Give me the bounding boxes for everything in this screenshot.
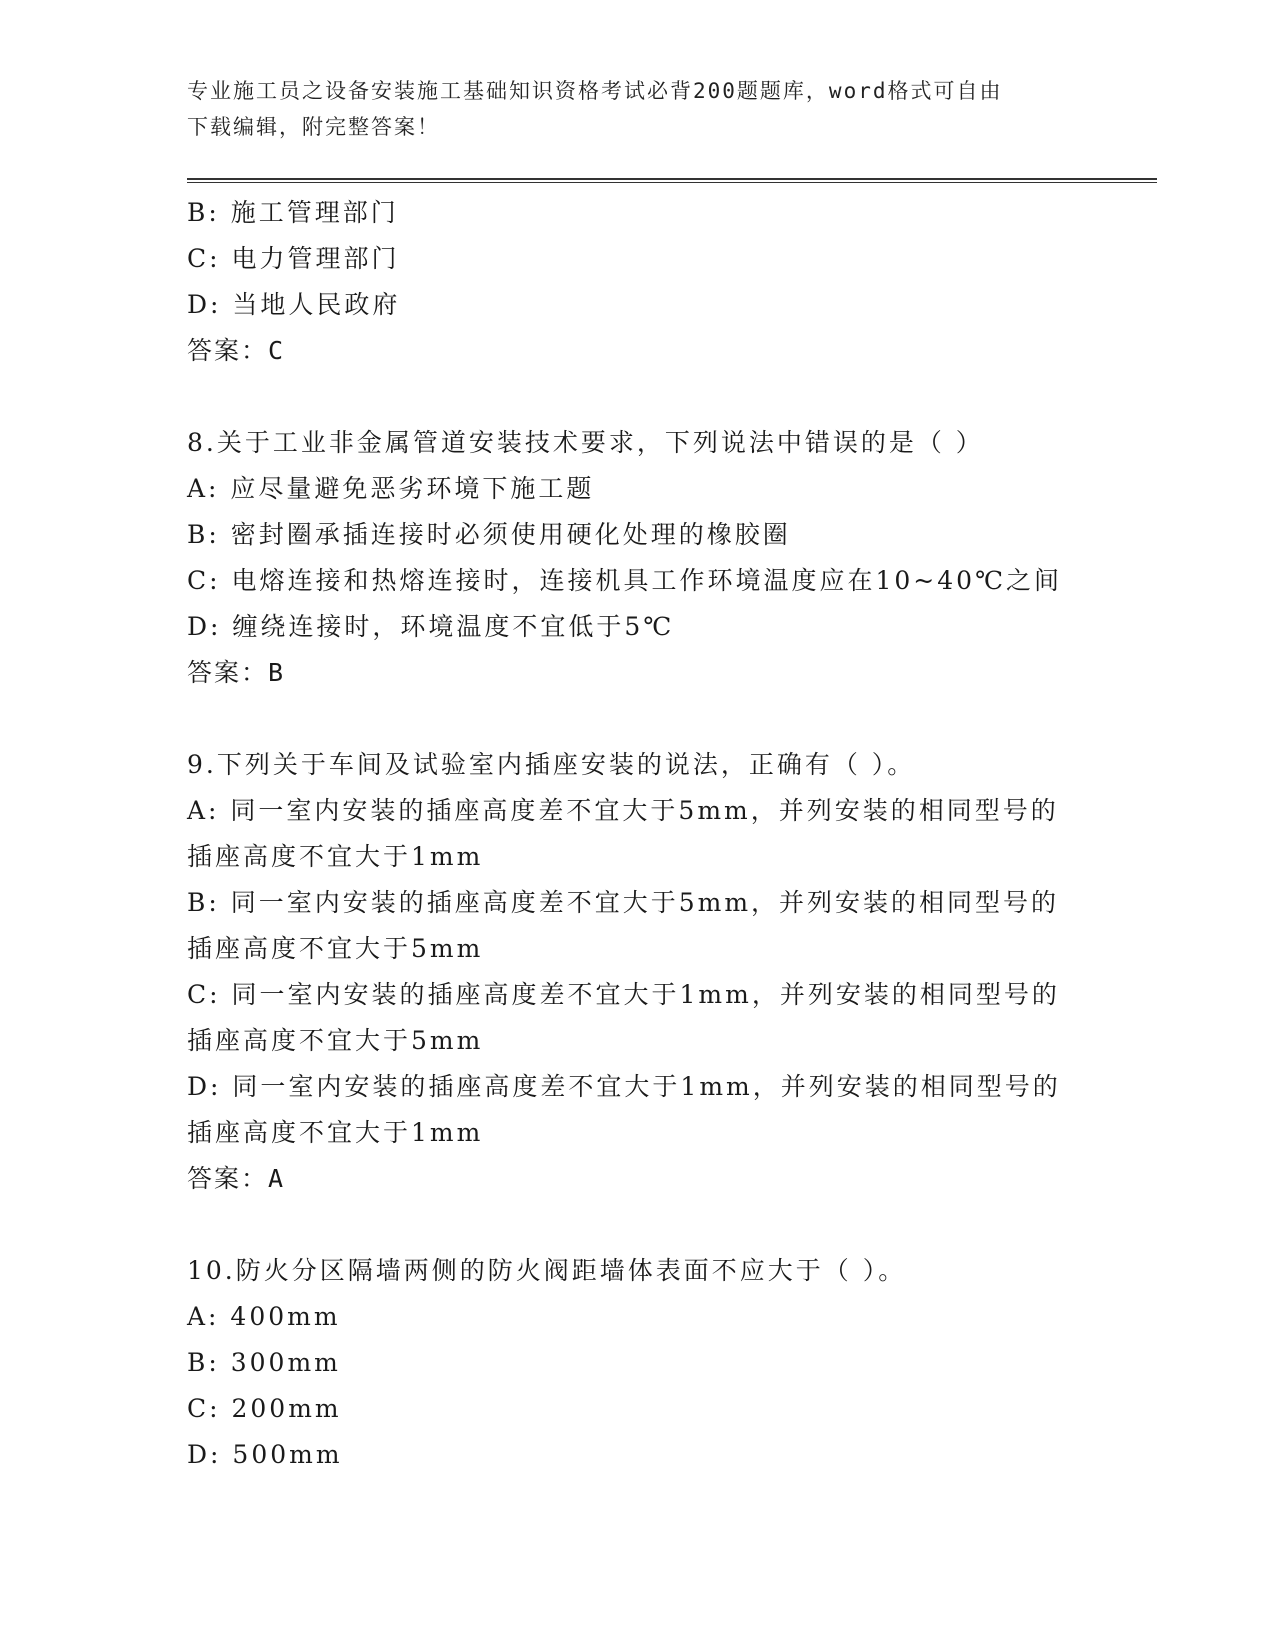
option-c: C: 电熔连接和热熔连接时，连接机具工作环境温度应在10~40℃之间 [187,566,1063,595]
option-d: D: 500mm [187,1440,343,1469]
question-text: 8.关于工业非金属管道安装技术要求，下列说法中错误的是（ ） [187,428,984,457]
option-a: A: 同一室内安装的插座高度差不宜大于5mm，并列安装的相同型号的插座高度不宜大于1mm [187,796,1059,871]
answer-label: 答案：B [187,658,286,687]
question-list [187,190,1087,1478]
question-text: 9.下列关于车间及试验室内插座安装的说法，正确有（ ）。 [187,750,916,779]
answer-label: 答案：A [187,1164,286,1193]
spacer [187,374,1087,420]
question-10 [187,1248,1087,1478]
option-c: C: 同一室内安装的插座高度差不宜大于1mm，并列安装的相同型号的插座高度不宜大于5mm [187,980,1060,1055]
spacer [187,1202,1087,1248]
question-7-tail [187,190,1087,374]
option-b: B: 300mm [187,1348,341,1377]
option-c: C: 200mm [187,1394,342,1423]
question-text: 10.防火分区隔墙两侧的防火阀距墙体表面不应大于（ ）。 [187,1256,907,1285]
option-c: C: 电力管理部门 [187,244,400,273]
option-d: D: 同一室内安装的插座高度差不宜大于1mm，并列安装的相同型号的插座高度不宜大于1mm [187,1072,1061,1147]
header-divider [187,178,1157,183]
option-a: A: 400mm [187,1302,341,1331]
option-d: D: 缠绕连接时，环境温度不宜低于5℃ [187,612,675,641]
document-header [187,73,1087,145]
question-8 [187,420,1087,696]
header-line-1: 专业施工员之设备安装施工基础知识资格考试必背200题题库，word格式可自由 [187,79,1003,103]
answer-label: 答案：C [187,336,286,365]
option-b: B: 施工管理部门 [187,198,399,227]
header-line-2: 下载编辑，附完整答案！ [187,115,440,139]
option-d: D: 当地人民政府 [187,290,401,319]
option-b: B: 密封圈承插连接时必须使用硬化处理的橡胶圈 [187,520,791,549]
option-a: A: 应尽量避免恶劣环境下施工题 [187,474,595,503]
question-9 [187,742,1087,1202]
spacer [187,696,1087,742]
option-b: B: 同一室内安装的插座高度差不宜大于5mm，并列安装的相同型号的插座高度不宜大于5mm [187,888,1060,963]
